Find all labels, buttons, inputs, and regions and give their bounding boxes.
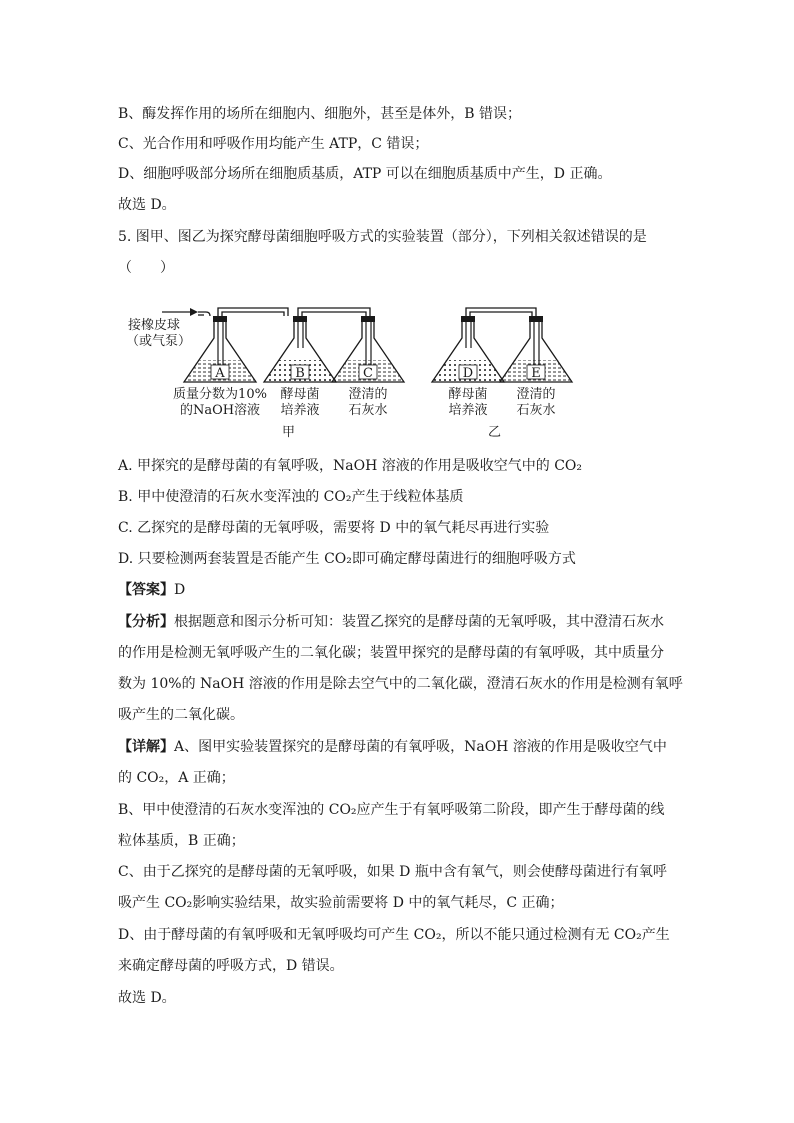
detail-text: 来确定酵母菌的呼吸方式，D 错误。 (118, 958, 344, 974)
flask-a (173, 316, 267, 418)
flask-letter: A (215, 366, 225, 381)
text-line: D、细胞呼吸部分场所在细胞质基质，ATP 可以在细胞质基质中产生，D 正确。 (118, 166, 612, 182)
flask-label-2: 培养液 (448, 403, 488, 418)
detail-text: D、由于酵母菌的有氧呼吸和无氧呼吸均可产生 CO₂，所以不能只通过检测有无 CO₂产生 (118, 927, 670, 943)
arrow-head-icon (190, 308, 198, 316)
detail-text: 故选 D。 (118, 990, 176, 1006)
flask-label-1: 酵母菌 (448, 387, 488, 402)
flask-label-1: 质量分数为10% (173, 387, 267, 402)
flask-label-1: 澄清的 (348, 387, 388, 402)
apparatus-figure (118, 298, 598, 438)
flask-letter: D (462, 366, 474, 381)
caption-jia: 甲 (282, 425, 296, 438)
question-stem: 5. 图甲、图乙为探究酵母菌细胞呼吸方式的实验装置（部分），下列相关叙述错误的是 (118, 229, 647, 245)
analysis-text: 吸产生的二氧化碳。 (118, 707, 244, 723)
flask-letter: B (295, 366, 305, 381)
flask-letter: C (363, 366, 373, 381)
flask-label-2: 石灰水 (516, 403, 556, 418)
flask-label-2: 的NaOH溶液 (179, 403, 261, 418)
flask-c (332, 316, 404, 418)
question-blank: （ ） (118, 260, 174, 276)
stopper (293, 316, 307, 322)
detail-text: A、图甲实验装置探究的是酵母菌的有氧呼吸，NaOH 溶液的作用是吸收空气中 (174, 739, 667, 755)
detail-tag: 【详解】 (118, 739, 174, 755)
detail-text: C、由于乙探究的是酵母菌的无氧呼吸，如果 D 瓶中含有氧气，则会使酵母菌进行有氧呼 (118, 864, 667, 880)
pump-label-2: （或气泵） (126, 334, 192, 349)
flask-label-2: 石灰水 (348, 403, 388, 418)
answer-tag: 【答案】 (118, 582, 174, 598)
stopper (529, 316, 543, 322)
flask-label-1: 澄清的 (516, 387, 556, 402)
flask-label-1: 酵母菌 (280, 387, 320, 402)
flask-e (500, 316, 572, 418)
text-line: B、酶发挥作用的场所在细胞内、细胞外，甚至是体外，B 错误； (118, 106, 522, 122)
stopper (361, 316, 375, 322)
option-a: A. 甲探究的是酵母菌的有氧呼吸，NaOH 溶液的作用是吸收空气中的 CO₂ (118, 458, 582, 474)
analysis-text: 根据题意和图示分析可知：装置乙探究的是酵母菌的无氧呼吸，其中澄清石灰水 (174, 614, 664, 630)
flask-label-2: 培养液 (280, 403, 320, 418)
stopper (461, 316, 475, 322)
stopper (213, 316, 227, 322)
answer-value: D (174, 582, 186, 598)
answer-line (118, 580, 185, 600)
pump-label-1: 接橡皮球 (128, 318, 181, 333)
analysis-line (118, 612, 664, 632)
detail-text: B、甲中使澄清的石灰水变浑浊的 CO₂应产生于有氧呼吸第二阶段，即产生于酵母菌的线 (118, 802, 665, 818)
analysis-tag: 【分析】 (118, 614, 174, 630)
caption-yi: 乙 (488, 425, 502, 438)
detail-line (118, 737, 667, 757)
flask-letter: E (531, 366, 541, 381)
text-line: 故选 D。 (118, 197, 176, 213)
option-b: B. 甲中使澄清的石灰水变浑浊的 CO₂产生于线粒体基质 (118, 489, 464, 505)
analysis-text: 的作用是检测无氧呼吸产生的二氧化碳；装置甲探究的是酵母菌的有氧呼吸，其中质量分 (118, 645, 664, 661)
flask-d (432, 316, 504, 418)
option-d: D. 只要检测两套装置是否能产生 CO₂即可确定酵母菌进行的细胞呼吸方式 (118, 551, 576, 567)
text-line: C、光合作用和呼吸作用均能产生 ATP，C 错误； (118, 136, 429, 152)
detail-text: 的 CO₂，A 正确； (118, 770, 235, 786)
analysis-text: 数为 10%的 NaOH 溶液的作用是除去空气中的二氧化碳，澄清石灰水的作用是检测有氧呼 (118, 676, 683, 692)
option-c: C. 乙探究的是酵母菌的无氧呼吸，需要将 D 中的氧气耗尽再进行实验 (118, 520, 550, 536)
detail-text: 吸产生 CO₂影响实验结果，故实验前需要将 D 中的氧气耗尽，C 正确； (118, 895, 564, 911)
flask-b (264, 316, 336, 418)
detail-text: 粒体基质，B 正确； (118, 833, 245, 849)
